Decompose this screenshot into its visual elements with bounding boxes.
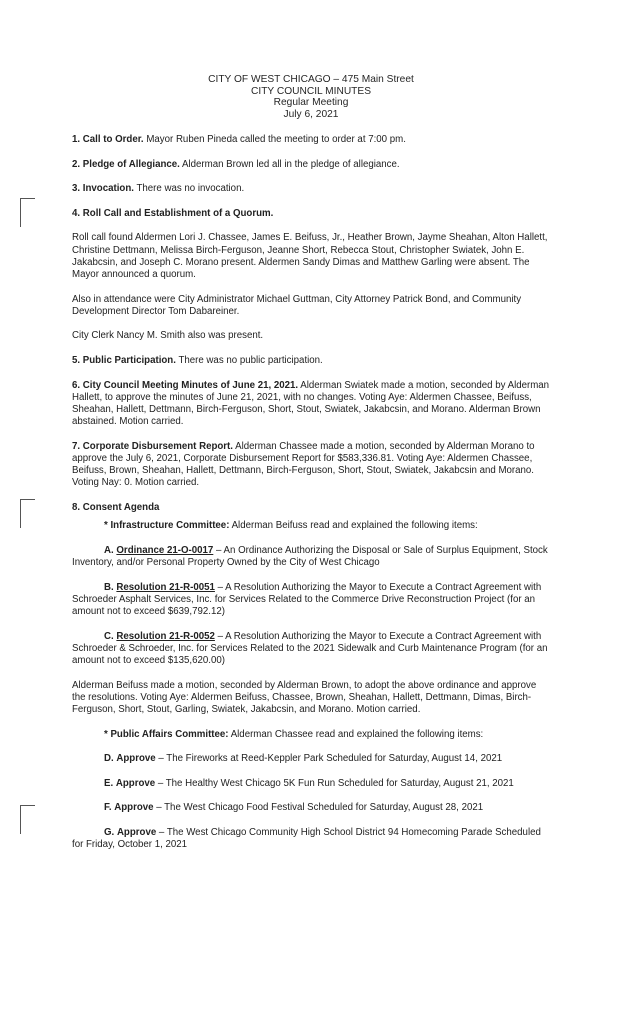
margin-bracket-mark (20, 198, 35, 227)
margin-bracket-mark (20, 805, 35, 834)
agenda-letter: B. (104, 581, 114, 593)
header-city: CITY OF WEST CHICAGO – 475 Main Street (208, 74, 414, 85)
item-pledge (72, 159, 550, 171)
item-text: Mayor Ruben Pineda called the meeting to order at 7:00 pm. (143, 134, 406, 145)
infrastructure-motion-paragraph: Alderman Beifuss made a motion, seconded by Alderman Brown, to adopt the above ordinance and approve the resolutions. Voting Aye: Aldermen Beifuss, Chassee, Brown, Sheahan, Hallett, Dettmann, Dimas, Birch-Ferguson, Short, Stout, Garling, Swiatek, Jakabcsin, and Morano. Motion carried. (72, 679, 537, 715)
approve-label: Approve (116, 826, 157, 838)
item-title: Invocation. (82, 183, 134, 195)
agenda-item-text: – An Ordinance Authorizing the Disposal or Sale of Surplus Equipment, Stock Inventory, and/or Personal Property Owned by the City of West Chicago (72, 544, 548, 568)
agenda-item-text: – The West Chicago Community High School District 94 Homecoming Parade Scheduled for Friday, October 1, 2021 (72, 826, 541, 851)
item-public-participation (72, 355, 550, 367)
header-meeting-type: Regular Meeting (273, 97, 349, 109)
item-title: Call to Order. (82, 134, 144, 145)
agenda-item-a (72, 545, 550, 569)
item-number: 6. (72, 379, 81, 391)
agenda-item-text: – A Resolution Authorizing the Mayor to Execute a Contract Agreement with Schroeder Asphalt Services, Inc. for Services Related to the Commerce Drive Reconstruction Project (for an amount not to exceed $639,792.12) (72, 581, 542, 617)
item-number: 2. (72, 158, 81, 170)
agenda-letter: G. (104, 826, 115, 838)
roll-call-paragraph: Roll call found Aldermen Lori J. Chassee, James E. Beifuss, Jr., Heather Brown, Jayme Sheahan, Alton Hallett, Christine Dettmann, Melissa Birch-Ferguson, Jeanne Short, Rebecca Stout, Christopher Swiatek, John E. Jakabcsin, and Joseph C. Morano present. Aldermen Sandy Dimas and Matthew Garling were absent. The Mayor announced a quorum. (72, 232, 548, 280)
item-title: Corporate Disbursement Report. (82, 440, 233, 452)
margin-bracket-mark (20, 499, 35, 528)
item-meeting-minutes (72, 380, 550, 429)
item-title: Public Participation. (82, 354, 176, 366)
agenda-letter: E. (104, 777, 114, 789)
item-title: City Council Meeting Minutes of June 21, 2021. (82, 379, 299, 391)
agenda-item-e (72, 778, 550, 790)
item-number: 5. (72, 354, 81, 366)
item-number: 7. (72, 440, 81, 452)
committee-text: Alderman Beifuss read and explained the following items: (229, 520, 478, 532)
item-title: Consent Agenda (82, 501, 160, 513)
header-title: CITY COUNCIL MINUTES (251, 85, 371, 97)
ordinance-reference: Ordinance 21-O-0017 (116, 544, 214, 556)
infrastructure-committee-intro (72, 520, 550, 532)
committee-label: * Infrastructure Committee: (104, 520, 230, 532)
committee-text: Alderman Chassee read and explained the following items: (228, 728, 484, 740)
agenda-item-g (72, 827, 550, 851)
public-affairs-committee-intro (72, 729, 550, 741)
item-invocation (72, 183, 550, 195)
document-header (0, 74, 622, 120)
agenda-item-text: – The West Chicago Food Festival Scheduled for Saturday, August 28, 2021 (153, 802, 484, 814)
approve-label: Approve (114, 802, 154, 814)
committee-label: * Public Affairs Committee: (104, 728, 229, 740)
resolution-reference: Resolution 21-R-0051 (116, 581, 215, 593)
agenda-item-d (72, 753, 550, 765)
item-text: There was no invocation. (133, 183, 245, 195)
item-number: 8. (72, 501, 81, 513)
item-text: Alderman Brown led all in the pledge of allegiance. (179, 158, 400, 170)
agenda-letter: C. (104, 630, 114, 642)
item-disbursement-report (72, 441, 550, 490)
item-text: There was no public participation. (175, 354, 323, 366)
item-title: Pledge of Allegiance. (82, 158, 180, 170)
agenda-letter: D. (104, 753, 114, 765)
agenda-letter: F. (104, 802, 112, 814)
attendance-paragraph: Also in attendance were City Administrator Michael Guttman, City Attorney Patrick Bond, and Community Development Director Tom Dabareiner. (72, 293, 522, 317)
clerk-paragraph: City Clerk Nancy M. Smith also was present. (72, 330, 264, 342)
approve-label: Approve (116, 753, 156, 765)
minutes-body (72, 134, 550, 864)
item-number: 1. (72, 134, 81, 145)
item-consent-agenda (72, 502, 550, 514)
item-number: 4. (72, 207, 81, 219)
approve-label: Approve (115, 777, 156, 789)
agenda-item-f (72, 802, 550, 814)
item-text: Alderman Swiatek made a motion, seconded by Alderman Hallett, to approve the minutes of June 21, 2021, with no changes. Voting Aye: Aldermen Chassee, Beifuss, Sheahan, Hallett, Dettmann, Birch-Ferguson, Short, Stout, Swiatek, Jakabcsin, and Morano. Alderman Brown abstained. Motion carried. (72, 379, 550, 428)
item-text: Alderman Chassee made a motion, seconded by Alderman Morano to approve the July 6, 2021, Corporate Disbursement Report for $583,336.81. Voting Aye: Aldermen Chassee, Beifuss, Brown, Sheahan, Hallett, Dettmann, Birch-Ferguson, Short, Stout, Swiatek, Jakabcsin and Morano. Voting Nay: 0. Motion carried. (72, 440, 535, 489)
agenda-letter: A. (104, 544, 114, 556)
header-date: July 6, 2021 (283, 108, 339, 120)
item-number: 3. (72, 183, 81, 195)
resolution-reference: Resolution 21-R-0052 (116, 630, 215, 642)
agenda-item-text: – The Fireworks at Reed-Keppler Park Scheduled for Saturday, August 14, 2021 (155, 753, 503, 765)
agenda-item-b (72, 582, 550, 619)
item-title: Roll Call and Establishment of a Quorum. (82, 207, 274, 219)
agenda-item-c (72, 631, 550, 668)
agenda-item-text: – A Resolution Authorizing the Mayor to Execute a Contract Agreement with Schroeder & Schroeder, Inc. for Services Related to the 2021 Sidewalk and Curb Maintenance Program (for an amount not to exceed $135,620.00) (72, 630, 548, 666)
item-roll-call-heading (72, 208, 550, 220)
agenda-item-text: – The Healthy West Chicago 5K Fun Run Scheduled for Saturday, August 21, 2021 (155, 777, 514, 789)
item-call-to-order (72, 134, 550, 146)
